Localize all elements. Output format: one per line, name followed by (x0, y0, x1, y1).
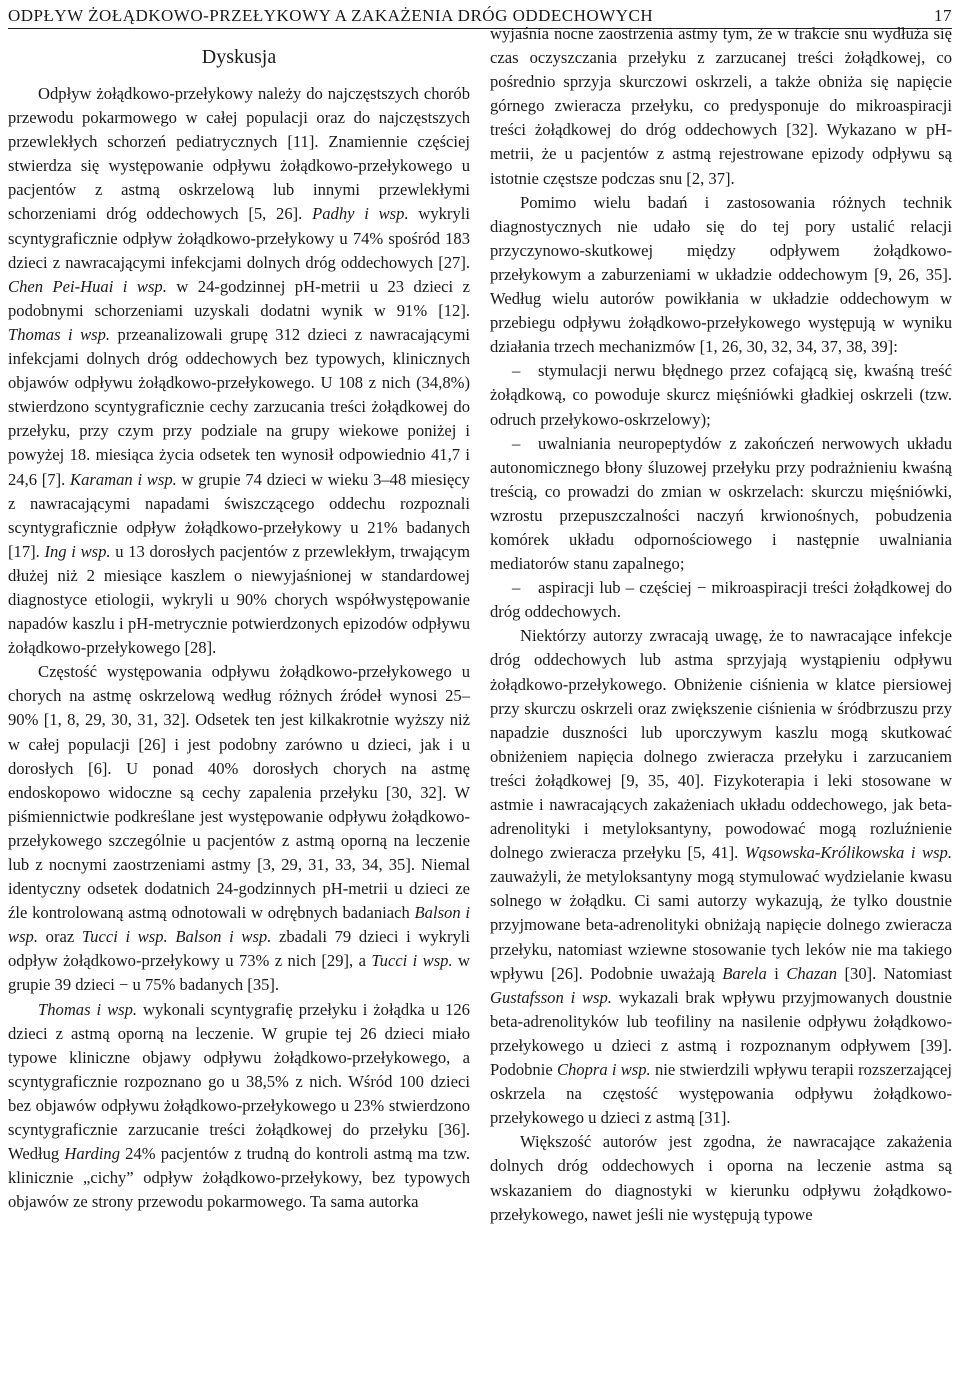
text: 24% pacjentów z trudną do kontroli astmą ma tzw. klinicznie „cichy” odpływ żołądkowo-przełykowy, bez typowych objawów ze strony przewodu pokarmowego. Ta sama autorka (8, 1144, 470, 1212)
text: wykryli scyntygraficznie odpływ żołądkowo-przełykowy u 74% spośród 183 dzieci z nawracającymi infekcjami dolnych dróg oddechowych [27]. (8, 204, 470, 272)
text: przeanalizowali grupę 312 dzieci z nawracającymi infekcjami dolnych dróg oddechowych bez typowych, klinicznych objawów odpływu żołądkowo-przełykowego. U 108 z nich (34,8%) stwierdzono scyntygraficznie cechy zarzucania treści żołądkowej do przełyku, przy czym przy podziale na grupy wiekowe poniżej i powyżej 18. miesiąca życia odsetek ten wynosił odpowiednio 41,7 i 24,6 [7]. (8, 324, 470, 489)
text: oraz (37, 927, 82, 947)
author-citation: Padhy i wsp. (312, 204, 409, 224)
author-citation: Gustafsson i wsp. (490, 987, 612, 1007)
text: i (766, 963, 787, 983)
running-title: ODPŁYW ŻOŁĄDKOWO-PRZEŁYKOWY A ZAKAŻENIA DRÓG ODDECHOWYCH (8, 6, 654, 25)
paragraph (490, 624, 952, 1130)
author-citation: Thomas i wsp. (38, 999, 138, 1019)
paragraph: wyjaśnia nocne zaostrzenia astmy tym, że w trakcie snu wydłuża się czas oczyszczania przełyku z zarzucanej treści żołądkowej, co pośrednio sprzyja skurczowi oskrzeli, a także obniża się napięcie górnego zwieracza przełyku, co predysponuje do mikroaspiracji treści żołądkowej do dróg oddechowych [32]. Wykazano w pH-metrii, że u pacjentów z astmą rejestrowane epizody odpływu są istotnie częstsze podczas snu [2, 37]. (490, 24, 952, 188)
text: uwalniania neuropeptydów z zakończeń nerwowych układu autonomicznego błony śluzowej przełyku przy podrażnieniu kwaśną treścią, co prowadzi do zmian w oskrzelach: skurczu mięśniówki, wzrostu przepuszczalności naczyń krwionośnych, pobudzenia komórek układu odpornościowego i następnie uwalniania mediatorów stanu zapalnego; (490, 433, 952, 574)
list-item (490, 432, 952, 577)
author-citation: Harding (64, 1144, 120, 1164)
text: w grupie 39 dzieci − u 75% badanych [35]. (8, 951, 470, 995)
right-column (490, 22, 952, 1227)
text: w 24-godzinnej pH-metrii u 23 dzieci z podobnymi schorzeniami uzyskali dodatni wynik w 91% [12]. (8, 276, 470, 320)
dash-bullet: – (512, 361, 521, 381)
author-citation: Barela (722, 963, 767, 983)
text: stymulacji nerwu błędnego przez cofającą się, kwaśną treść żołądkową, co powoduje skurcz mięśniówki gładkiej oskrzeli (tzw. odruch przełykowo-oskrzelowy); (490, 361, 952, 429)
author-citation: Ing i wsp. (44, 541, 111, 561)
list-item (490, 359, 952, 431)
text: w grupie 74 dzieci w wieku 3–48 miesięcy z nawracającymi napadami świszczącego oddechu rozpoznali scyntygraficznie odpływ żołądkowo-przełykowy u 21% badanych [17]. (8, 469, 470, 561)
paragraph (8, 998, 470, 1215)
author-citation: Karaman i wsp. (70, 469, 177, 489)
text: zauważyli, że metyloksantyny mogą stymulować wydzielanie kwasu solnego w żołądku. Ci sami autorzy wykazują, że tylko doustnie przyjmowane beta-adrenolityki obniżają napięcie dolnego zwieracza przełyku, natomiast wziewne stosowanie tych leków nie ma takiego wpływu [26]. Podobnie uważają (490, 867, 952, 983)
text: aspiracji lub – częściej − mikroaspiracji treści żołądkowej do dróg oddechowych. (490, 578, 952, 622)
text: [30]. Natomiast (837, 963, 952, 983)
text: Częstość występowania odpływu żołądkowo-przełykowego u chorych na astmę oskrzelową według różnych źródeł wynosi 25–90% [1, 8, 29, 30, 31, 32]. Odsetek ten jest kilkakrotnie wyższy niż w całej populacji [26] i jest podobny zarówno u dzieci, jak i u dorosłych [6]. U ponad 40% dorosłych chorych na astmę endoskopowo widoczne są cechy zapalenia przełyku [30, 32]. W piśmiennictwie podkreślane jest występowanie odpływu żołądkowo-przełykowego szczególnie u pacjentów z astmą oporną na leczenie lub z nocnymi zaostrzeniami astmy [3, 29, 31, 33, 34, 35]. Niemal identyczny odsetek dodatnich 24-godzinnych pH-metrii u dzieci ze źle kontrolowaną astmą odnotowali w odrębnych badaniach (8, 662, 470, 923)
mechanism-list (490, 359, 952, 624)
left-column (8, 44, 470, 1214)
author-citation: Tucci i wsp. Balson i wsp. (81, 927, 272, 947)
paragraph: Pomimo wielu badań i zastosowania różnych technik diagnostycznych nie udało się do tej pory ustalić relacji przyczynowo-skutkowej między odpływem żołądkowo-przełykowym a zaburzeniami w układzie oddechowym [9, 26, 35]. Według wielu autorów powikłania w układzie oddechowym w przebiegu odpływu żołądkowo-przełykowego występują w wyniku działania trzech mechanizmów [1, 26, 30, 32, 34, 37, 38, 39]: (490, 192, 952, 357)
paragraph (8, 660, 470, 997)
text: Niektórzy autorzy zwracają uwagę, że to nawracające infekcje dróg oddechowych lub astma sprzyjają wystąpieniu odpływu żołądkowo-przełykowego. Obniżenie ciśnienia w klatce piersiowej przy skurczu oskrzeli oraz zwiększenie ciśnienia w śródbrzuszu przy napadzie duszności lub uporczywym kaszlu mogą skutkować obniżeniem napięcia dolnego zwieracza przełyku i zarzucaniem treści żołądkowej [9, 35, 40]. Fizykoterapia i leki stosowane w astmie i nawracających zakażeniach układu oddechowego, jak beta-adrenolityki i metyloksantyny, powodować mogą rozluźnienie dolnego zwieracza przełyku [5, 41]. (490, 626, 952, 863)
dash-bullet: – (512, 578, 521, 598)
section-title: Dyskusja (201, 46, 277, 68)
list-item (490, 576, 952, 624)
dash-bullet: – (512, 433, 521, 453)
text: nie stwierdzili wpływu terapii rozszerzającej oskrzela na częstość występowania odpływu żołądkowo-przełykowego u dzieci z astmą [31]. (490, 1060, 953, 1128)
author-citation: Wąsowska-Królikowska i wsp. (744, 843, 952, 863)
text: Odpływ żołądkowo-przełykowy należy do najczęstszych chorób przewodu pokarmowego w całej populacji oraz do najczęstszych przewlekłych schorzeń pediatrycznych [11]. Znamiennie częściej stwierdza się występowanie odpływu żołądkowo-przełykowego u pacjentów z astmą oskrzelową lub innymi przewlekłymi schorzeniami dróg oddechowych [5, 26]. (8, 84, 470, 224)
author-citation: Thomas i wsp. (8, 324, 111, 344)
author-citation: Chen Pei-Huai i wsp. (8, 276, 167, 296)
paragraph: Większość autorów jest zgodna, że nawracające zakażenia dolnych dróg oddechowych i oporna na leczenie astma są wskazaniem do diagnostyki w kierunku odpływu żołądkowo-przełykowego, nawet jeśli nie występują typowe (490, 1132, 952, 1224)
author-citation: Chopra i wsp. (556, 1060, 651, 1080)
author-citation: Chazan (786, 963, 838, 983)
text: wykazali brak wpływu przyjmowanych doustnie beta-adrenolityków lub teofiliny na nasilenie odpływu żołądkowo-przełykowego u dzieci z astmą i rozpoznanym odpływem [39]. Podobnie (490, 987, 952, 1080)
author-citation: Tucci i wsp. (371, 951, 453, 971)
author-citation: Balson i wsp. (8, 903, 470, 947)
text: wykonali scyntygrafię przełyku i żołądka u 126 dzieci z astmą oporną na leczenie. W grupie tej 26 dzieci miało typowe kliniczne objawy odpływu żołądkowo-przełykowego, a scyntygraficznie rozpoznano go u 38,5% z nich. Wśród 100 dzieci bez objawów odpływu żołądkowo-przełykowego u 23% stwierdzono scyntygraficznie zarzucanie treści żołądkowej do przełyku [36]. Według (8, 999, 470, 1164)
text: u 13 dorosłych pacjentów z przewlekłym, trwającym dłużej niż 2 miesiące kaszlem o niewyjaśnionej w standardowej diagnostyce etiologii, wykryli u 90% chorych współwystępowanie napadów kaszlu i pH-metrycznie potwierdzonych epizodów odpływu żołądkowo-przełykowego [28]. (8, 541, 470, 658)
page-number: 17 (934, 6, 952, 25)
paragraph (8, 82, 470, 660)
text: zbadali 79 dzieci i wykryli odpływ żołądkowo-przełykowy u 73% z nich [29], a (8, 927, 470, 971)
